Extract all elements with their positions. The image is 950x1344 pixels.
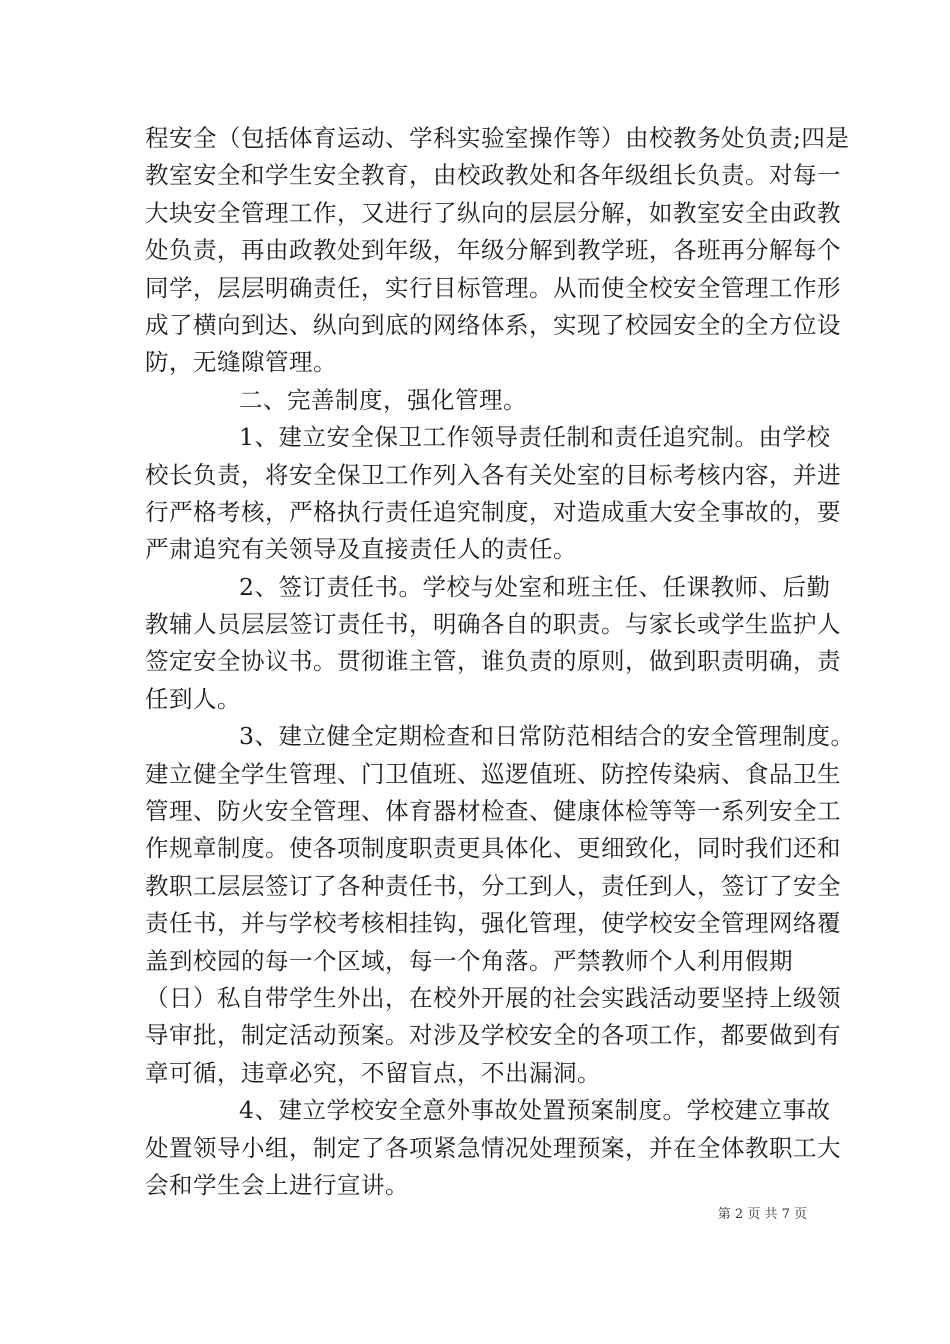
text-line: 作规章制度。使各项制度职责更具体化、更细致化，同时我们还和 [145,834,841,863]
text-line: 3、建立健全定期检查和日常防范相结合的安全管理制度。 [239,722,855,751]
text-line: 1、建立安全保卫工作领导责任制和责任追究制。由学校 [239,423,831,452]
text-line: 处置领导小组，制定了各项紧急情况处理预案，并在全体教职工大 [145,1133,841,1162]
paragraph-item-3 [145,718,855,1092]
text-line: 成了横向到达、纵向到底的网络体系，实现了校园安全的全方位设 [145,310,841,339]
text-line: 责任书，并与学校考核相挂钩，强化管理，使学校安全管理网络覆 [145,909,841,938]
text-line: 程安全（包括体育运动、学科实验室操作等）由校教务处负责;四是 [145,124,850,152]
text-line: 4、建立学校安全意外事故处置预案制度。学校建立事故 [239,1096,831,1125]
text-line: （日）私自带学生外出，在校外开展的社会实践活动要坚持上级领 [145,983,841,1012]
text-line: 处负责，再由政教处到年级，年级分解到教学班，各班再分解每个 [145,236,841,265]
text-line: 教辅人员层层签订责任书，明确各自的职责。与家长或学生监护人 [145,610,841,639]
section-heading: 二、完善制度，强化管理。 [239,385,527,414]
text-line: 同学，层层明确责任，实行目标管理。从而使全校安全管理工作形 [145,273,841,302]
text-line: 管理、防火安全管理、体育器材检查、健康体检等等一系列安全工 [145,797,841,826]
text-line: 任到人。 [145,684,241,713]
text-line: 防，无缝隙管理。 [145,348,337,377]
paragraph-item-2 [145,569,841,719]
text-line: 签定安全协议书。贯彻谁主管，谁负责的原则，做到职责明确，责 [145,647,841,676]
text-line: 教室安全和学生安全教育，由校政教处和各年级组长负责。对每一 [145,161,841,190]
text-line: 章可循，违章必究，不留盲点，不出漏洞。 [145,1058,601,1087]
text-line: 校长负责，将安全保卫工作列入各有关处室的目标考核内容，并进 [145,460,841,489]
text-line: 建立健全学生管理、门卫值班、巡逻值班、防控传染病、食品卫生 [145,759,841,788]
document-body [145,120,855,1204]
text-line: 大块安全管理工作，又进行了纵向的层层分解，如教室安全由政教 [145,198,841,227]
text-line: 导审批，制定活动预案。对涉及学校安全的各项工作，都要做到有 [145,1021,841,1050]
text-line: 行严格考核，严格执行责任追究制度，对造成重大安全事故的，要 [145,497,841,526]
paragraph-item-1 [145,419,841,569]
text-line: 2、签订责任书。学校与处室和班主任、任课教师、后勤 [239,572,831,601]
page-number: 第 2 页 共 7 页 [717,1207,807,1222]
paragraph-intro [145,120,850,382]
text-line: 教职工层层签订了各种责任书，分工到人，责任到人，签订了安全 [145,871,841,900]
text-line: 盖到校园的每一个区域，每一个角落。严禁教师个人利用假期 [145,946,793,975]
text-line: 严肃追究有关领导及直接责任人的责任。 [145,535,577,564]
paragraph-item-4 [145,1092,841,1204]
text-line: 会和学生会上进行宣讲。 [145,1170,409,1199]
